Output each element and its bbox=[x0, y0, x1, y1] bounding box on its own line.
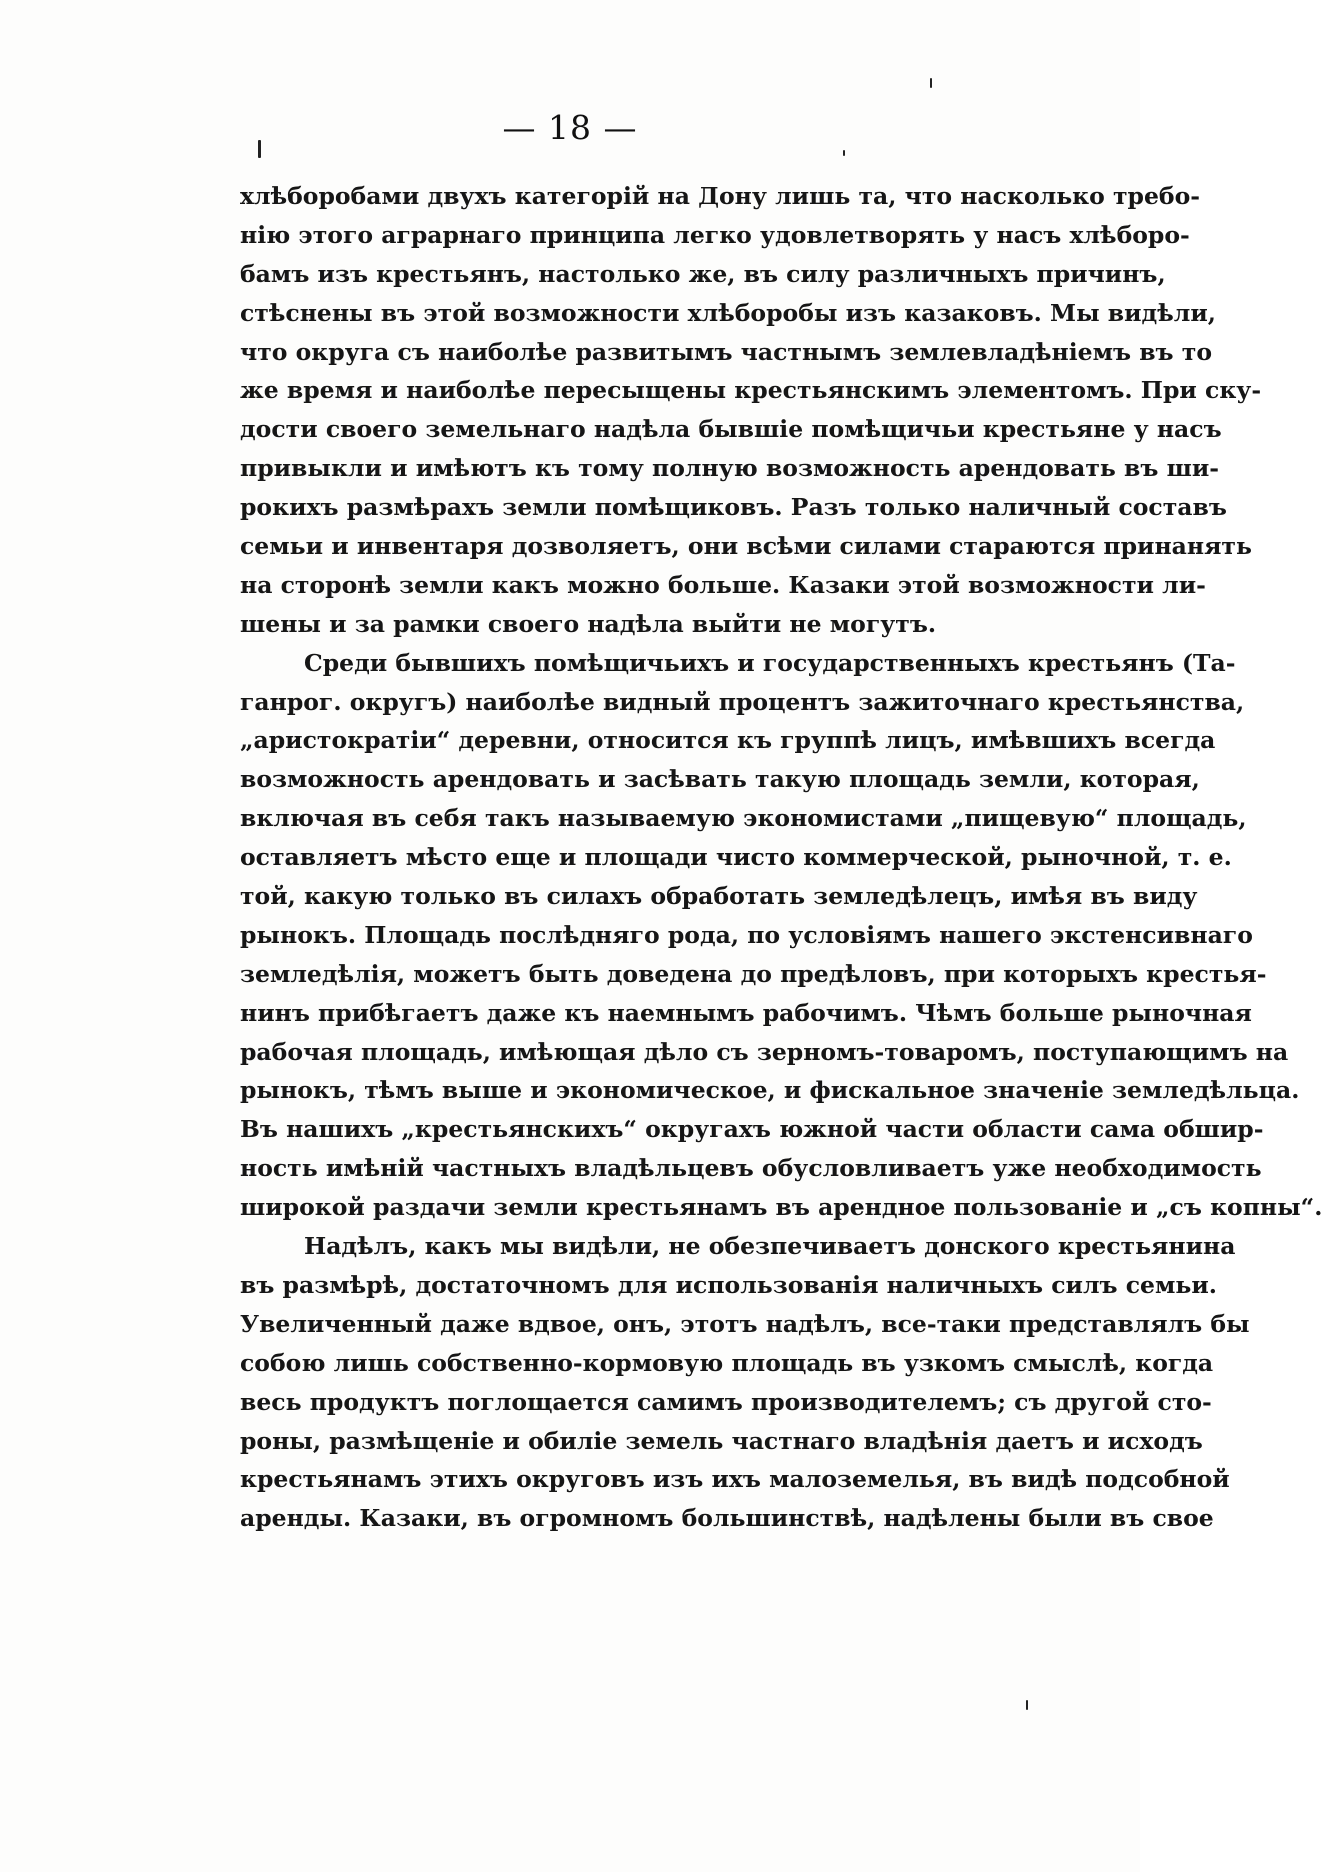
text-line: Въ нашихъ „крестьянскихъ“ округахъ южной части области сама обшир- bbox=[240, 1115, 1264, 1144]
text-line: Увеличенный даже вдвое, онъ, этотъ надѣлъ, все-таки представлялъ бы bbox=[240, 1309, 1250, 1338]
text-line: привыкли и имѣютъ къ тому полную возможность арендовать въ ши- bbox=[240, 454, 1220, 483]
text-line: же время и наиболѣе пересыщены крестьянскимъ элементомъ. При ску- bbox=[240, 376, 1262, 405]
scan-mark bbox=[1026, 1700, 1028, 1710]
text-line: рокихъ размѣрахъ земли помѣщиковъ. Разъ только наличный составъ bbox=[240, 493, 1227, 522]
scan-mark bbox=[930, 78, 932, 88]
text-line: ность имѣній частныхъ владѣльцевъ обусловливаетъ уже необходимость bbox=[240, 1154, 1262, 1183]
text-line: рынокъ. Площадь послѣдняго рода, по условіямъ нашего экстенсивнаго bbox=[240, 920, 1253, 949]
text-line: въ размѣрѣ, достаточномъ для использованія наличныхъ силъ семьи. bbox=[240, 1270, 1217, 1299]
text-line: ганрог. округъ) наиболѣе видный процентъ зажиточнаго крестьянства, bbox=[240, 687, 1245, 716]
text-line: что округа съ наиболѣе развитымъ частнымъ землевладѣніемъ въ то bbox=[240, 337, 1212, 366]
text-line: хлѣборобами двухъ категорій на Дону лишь та, что насколько требо- bbox=[240, 182, 1201, 210]
text-line: роны, размѣщеніе и обиліе земель частнаго владѣнія даетъ и исходъ bbox=[240, 1426, 1203, 1455]
scan-mark bbox=[843, 150, 845, 156]
text-line: весь продуктъ поглощается самимъ производителемъ; съ другой сто- bbox=[240, 1387, 1212, 1416]
text-line: той, какую только въ силахъ обработать земледѣлецъ, имѣя въ виду bbox=[240, 882, 1198, 911]
text-line: Среди бывшихъ помѣщичьихъ и государственныхъ крестьянъ (Та- bbox=[304, 648, 1236, 677]
text-line: нинъ прибѣгаетъ даже къ наемнымъ рабочимъ. Чѣмъ больше рыночная bbox=[240, 998, 1252, 1027]
text-line: аренды. Казаки, въ огромномъ большинствѣ, надѣлены были въ свое bbox=[240, 1504, 1214, 1533]
text-line: включая въ себя такъ называемую экономистами „пищевую“ площадь, bbox=[240, 804, 1247, 833]
text-line: бамъ изъ крестьянъ, настолько же, въ силу различныхъ причинъ, bbox=[240, 259, 1166, 288]
text-line: рабочая площадь, имѣющая дѣло съ зерномъ-товаромъ, поступающимъ на bbox=[240, 1037, 1289, 1066]
text-line: рынокъ, тѣмъ выше и экономическое, и фискальное значеніе земледѣльца. bbox=[240, 1076, 1300, 1105]
text-line: крестьянамъ этихъ округовъ изъ ихъ малоземелья, въ видѣ подсобной bbox=[240, 1465, 1230, 1494]
text-line: широкой раздачи земли крестьянамъ въ арендное пользованіе и „съ копны“. bbox=[240, 1193, 1322, 1222]
page-number: — 18 — bbox=[502, 108, 638, 147]
text-line: стѣснены въ этой возможности хлѣборобы изъ казаковъ. Мы видѣли, bbox=[240, 298, 1216, 327]
text-line: шены и за рамки своего надѣла выйти не могутъ. bbox=[240, 609, 937, 638]
text-line: Надѣлъ, какъ мы видѣли, не обезпечиваетъ донского крестьянина bbox=[304, 1232, 1236, 1261]
body-text bbox=[240, 177, 1322, 1538]
text-line: нію этого аграрнаго принципа легко удовлетворять у насъ хлѣборо- bbox=[240, 220, 1190, 249]
text-line: семьи и инвентаря дозволяетъ, они всѣми силами стараются принанять bbox=[240, 532, 1252, 561]
text-line: земледѣлія, можетъ быть доведена до предѣловъ, при которыхъ крестья- bbox=[240, 959, 1267, 988]
text-line: дости своего земельнаго надѣла бывшіе помѣщичьи крестьяне у насъ bbox=[240, 415, 1222, 444]
text-line: „аристократіи“ деревни, относится къ группѣ лицъ, имѣвшихъ всегда bbox=[240, 726, 1216, 755]
text-line: собою лишь собственно-кормовую площадь въ узкомъ смыслѣ, когда bbox=[240, 1348, 1214, 1377]
text-line: возможность арендовать и засѣвать такую площадь земли, которая, bbox=[240, 765, 1200, 794]
text-line: на сторонѣ земли какъ можно больше. Казаки этой возможности ли- bbox=[240, 570, 1206, 599]
text-line: оставляетъ мѣсто еще и площади чисто коммерческой, рыночной, т. е. bbox=[240, 843, 1232, 872]
